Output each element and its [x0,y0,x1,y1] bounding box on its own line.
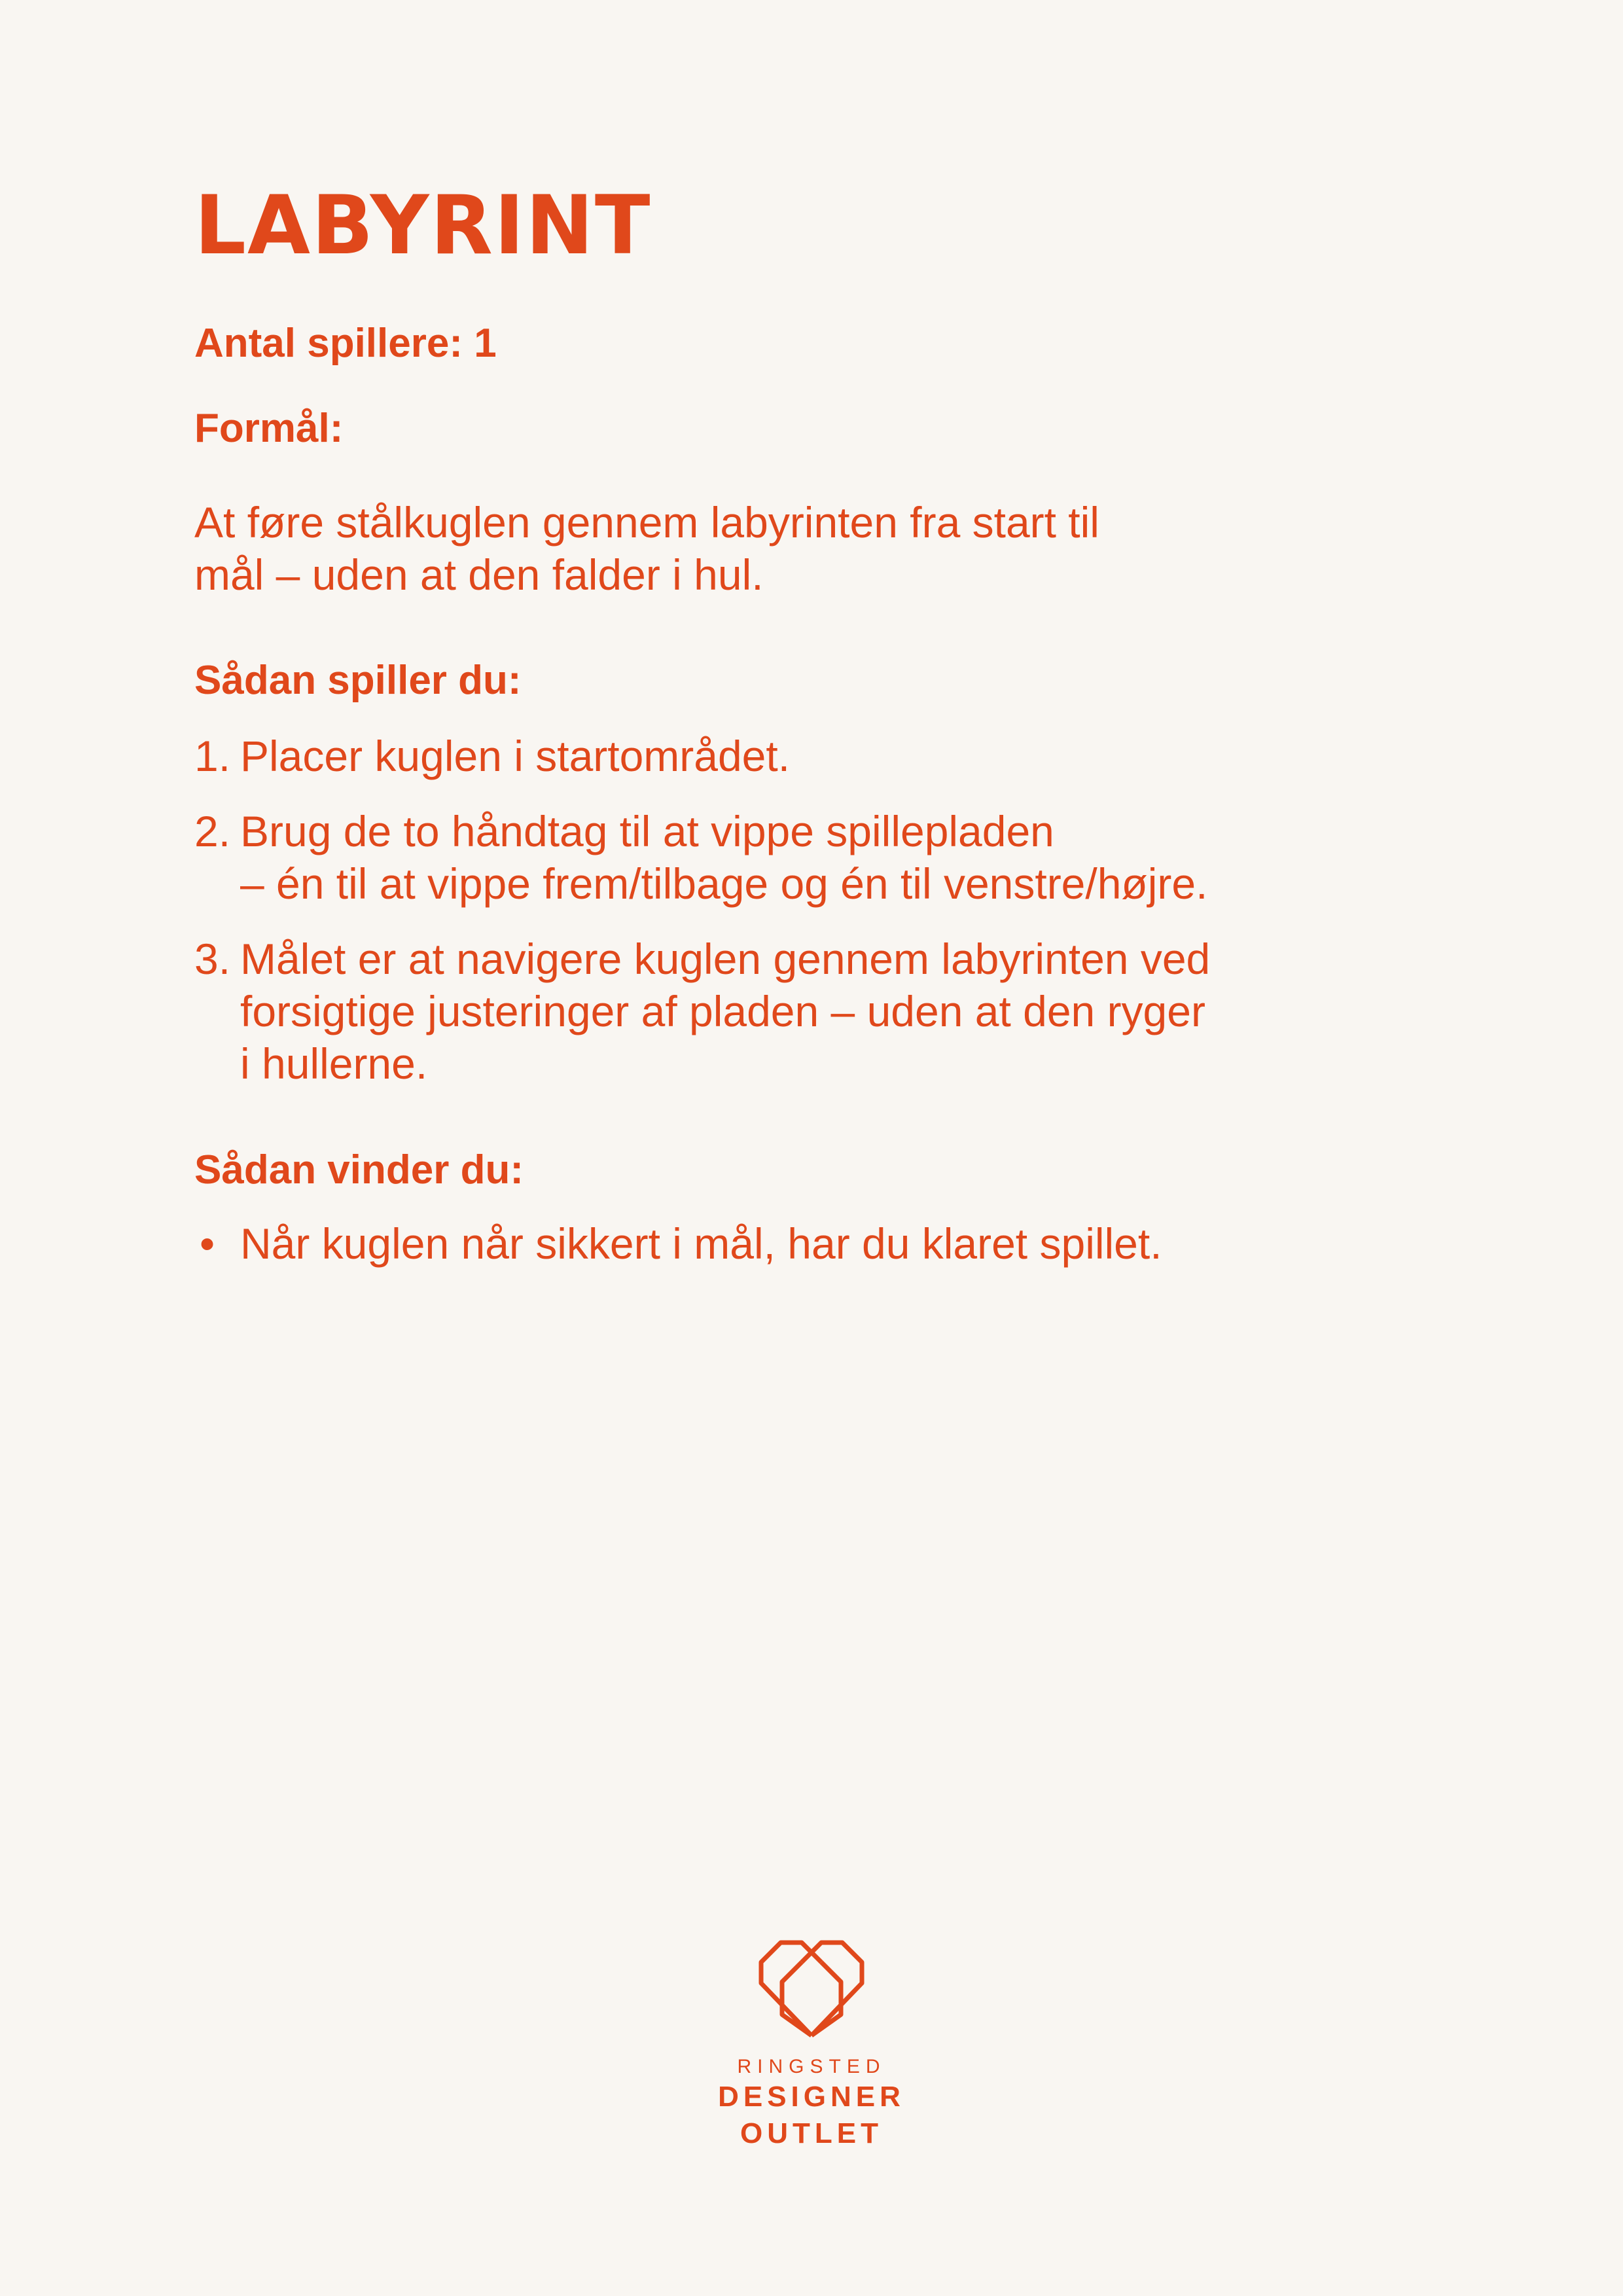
player-count: Antal spillere: 1 [194,321,497,366]
step-2-line-1: Brug de to håndtag til at vippe spillepladen [240,807,1054,855]
ringsted-designer-outlet-logo [713,1937,910,2152]
step-3-line-1: Målet er at navigere kuglen gennem labyrinten ved [240,935,1211,983]
steps-list-2 [194,805,1438,910]
step-2-number: 2. [194,807,231,855]
heart-logo-icon [756,1937,867,2042]
steps-list [194,730,1438,782]
steps-list-3 [194,933,1438,1090]
logo-designer: DESIGNER [718,2081,905,2113]
win-list [194,1217,1438,1270]
purpose-line-2: mål – uden at den falder i hul. [194,550,764,599]
logo-outlet: OUTLET [740,2117,883,2149]
logo-ringsted: RINGSTED [737,2056,886,2077]
rules-card [194,177,1438,1268]
step-3-number: 3. [194,935,231,983]
step-2 [194,805,1438,910]
bullet-marker: • [200,1219,215,1268]
win-text: Når kuglen når sikkert i mål, har du klaret spillet. [240,1219,1162,1268]
step-1 [194,730,1438,782]
step-1-line-1: Placer kuglen i startområdet. [240,732,791,780]
step-2-line-2: – én til at vippe frem/tilbage og én til venstre/højre. [240,859,1208,908]
purpose-heading: Formål: [194,406,344,451]
howto-heading: Sådan spiller du: [194,658,522,703]
win-heading: Sådan vinder du: [194,1147,524,1193]
step-3-line-2: forsigtige justeringer af pladen – uden at den ryger [240,987,1205,1035]
win-item [194,1217,1438,1270]
step-3-line-3: i hullerne. [240,1039,428,1088]
step-3 [194,933,1438,1090]
purpose-line-1: At føre stålkuglen gennem labyrinten fra start til [194,498,1099,547]
page-title: LABYRINT [194,179,652,273]
purpose-text [194,496,1438,601]
step-1-number: 1. [194,732,231,780]
